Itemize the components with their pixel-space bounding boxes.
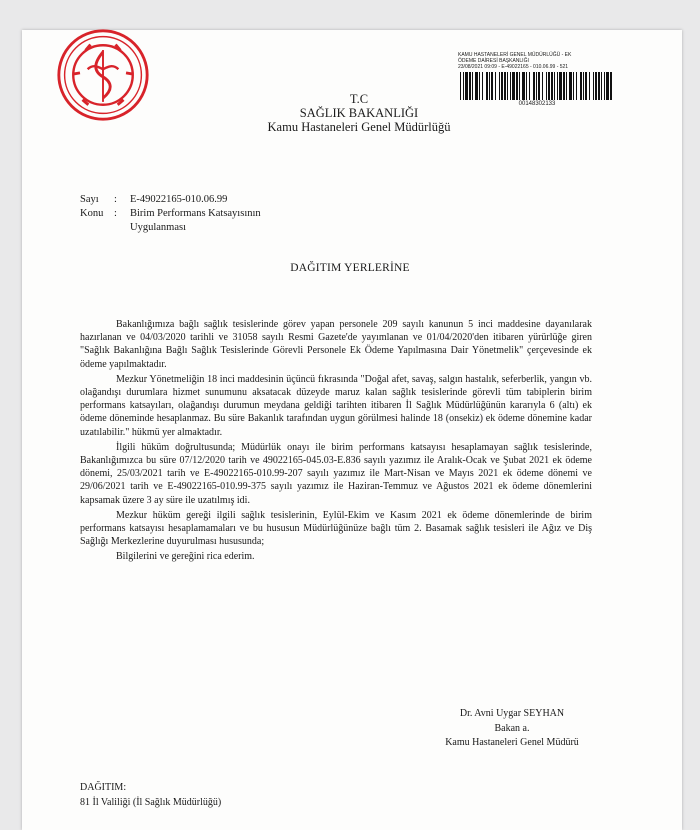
konu-value: Birim Performans Katsayısının [130, 208, 261, 219]
letter-body [80, 318, 592, 566]
konu-label: Konu [80, 208, 104, 219]
barcode-block [458, 52, 616, 107]
paragraph-5: Bilgilerini ve gereğini rica ederim. [116, 551, 255, 563]
signatory-name: Dr. Avni Uygar SEYHAN [459, 708, 565, 719]
barcode-number: 00148302133 [518, 101, 556, 107]
paragraph-4: Mezkur hüküm gereği ilgili sağlık tesislerinin, Eylül-Ekim ve Kasım 2021 ek ödeme dönemlerinde de birim performans katsayısı hesaplamamaları ve bu hususun Müdürlüğünüze bağlı tüm 2. Basamak sağlık tesisleri ile Ağız ve Diş Sağlığı Merkezlerine duyurulması hususunda; [80, 509, 592, 548]
barcode-line-3: 23/08/2021 09:09 - E-49022165 - 010.06.99 - 521 [458, 64, 569, 70]
signature-block [412, 707, 612, 751]
document-meta [80, 193, 330, 235]
ministry-name: SAĞLIK BAKANLIĞI [299, 106, 419, 120]
paragraph-2: Mezkur Yönetmeliğin 18 inci maddesinin üçüncü fıkrasında "Doğal afet, savaş, salgın hastalık, seferberlik, yangın vb. olağandışı durumlara hizmet sunumunu aksatacak düzeyde maruz kalan sağlık tesislerinde görevli tüm tabiplerin birim performans katsayıları, olağandışı durumun meydana geldiği tarihten itibaren İl Sağlık Müdürlüğünün kararıyla 6 (altı) ek ödeme döneminde hesaplanmaz. Bu süre Bakanlık tarafından uygun görülmesi halinde 18 (onsekiz) ek ödeme dönemine kadar uzatılabilir." hükmü yer almaktadır. [80, 373, 592, 438]
distribution-title: DAĞITIM YERLERİNE [290, 262, 410, 274]
paragraph-3: İlgili hüküm doğrultusunda; Müdürlük onayı ile birim performans katsayısı hesaplamayan sağlık tesislerinde, Bakanlığımızca bu süre 07/12/2020 tarih ve 49022165-045.03-E.836 sayılı yazımız ile Aralık-Ocak ve Şubat 2021 ek ödeme dönemi, 25/03/2021 tarih ve E-49022165-010.99-207 sayılı yazımız ile Mart-Nisan ve Mayıs 2021 ek ödeme dönemi ve 29/06/2021 tarih ve E-49022165-010.99-375 sayılı yazımız ile Haziran-Temmuz ve Ağustos 2021 ek ödeme dönemlerini kapsamak üzere 3 ay süre ile uzatılmış idi. [80, 441, 592, 506]
distribution-item: 81 İl Valiliği (İl Sağlık Müdürlüğü) [80, 796, 222, 808]
paragraph-1: Bakanlığımıza bağlı sağlık tesislerinde görev yapan personele 209 sayılı kanunun 5 inci maddesine dayanılarak hazırlanan ve 04/03/2020 tarihli ve 31058 sayılı Resmi Gazete'de yayımlanan ve 01/04/2020'den itibaren yürürlüğe giren "Sağlık Bakanlığına Bağlı Sağlık Tesislerinde Görevli Personele Ek Ödeme Yapılmasına Dair Yönetmelik" çerçevesinde ek ödeme yapılmaktadır. [80, 319, 592, 370]
country-label: T.C [349, 92, 369, 106]
barcode-line-1: KAMU HASTANELERİ GENEL MÜDÜRLÜĞÜ - EK [458, 52, 572, 58]
directorate-name: Kamu Hastaneleri Genel Müdürlüğü [267, 120, 451, 134]
konu-value-cont: Uygulanması [130, 222, 186, 233]
signatory-title-1: Bakan a. [494, 722, 530, 734]
colon: : [114, 194, 117, 205]
barcode-line-2: ÖDEME DAİRESİ BAŞKANLIĞI [458, 58, 529, 64]
sayi-label: Sayı [80, 194, 99, 205]
distribution-label: DAĞITIM: [80, 782, 127, 793]
sayi-value: E-49022165-010.06.99 [130, 194, 228, 205]
signatory-title-2: Kamu Hastaneleri Genel Müdürü [445, 737, 579, 748]
barcode-icon [458, 72, 616, 100]
distribution-list [80, 781, 221, 810]
colon: : [114, 208, 117, 219]
